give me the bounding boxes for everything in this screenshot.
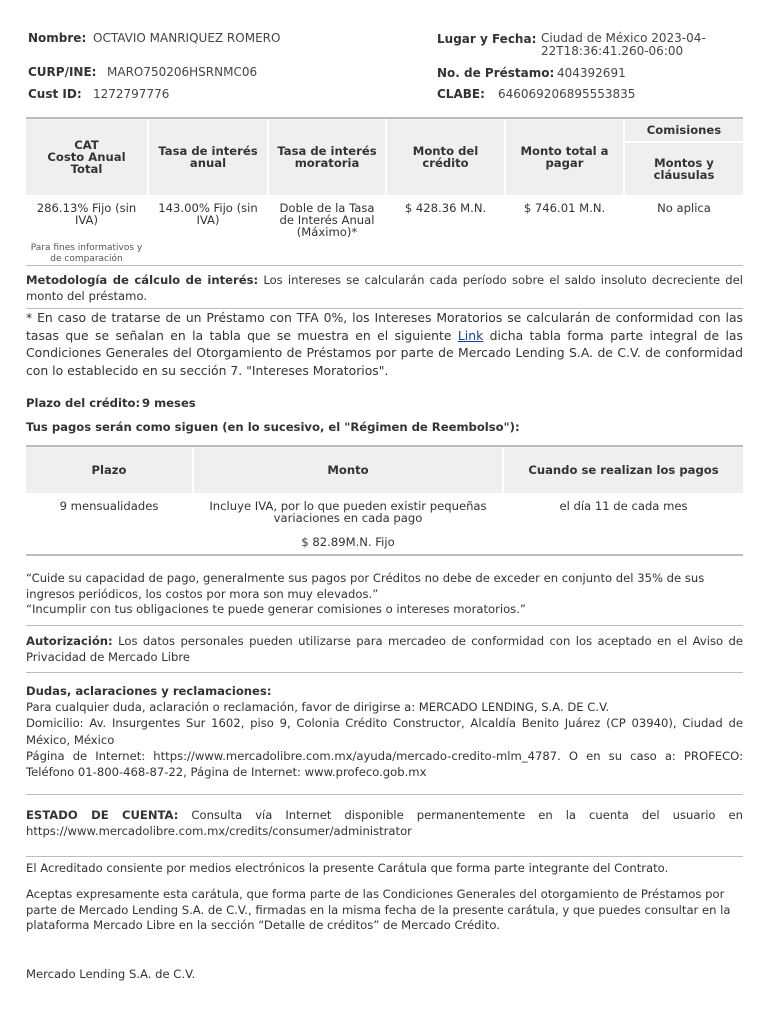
- rates-header-tasa: Tasa de interés anual: [149, 119, 267, 195]
- moratorios-text-end: dicha tabla forma parte integral de las Condiciones Generales del Otorgamiento de Préstamos por parte de Mercado Lending S.A. de C.V. de conformidad con lo establecido en su sección 7. "Intereses Moratorios".: [26, 327, 743, 378]
- metodologia-paragraph: [26, 273, 743, 304]
- divider: [26, 672, 743, 673]
- cuide-paragraph: “Cuide su capacidad de pago, generalmente sus pagos por Créditos no debe de exceder en conjunto del 35% de sus ingresos periódicos, los costos por mora son muy elevados.” “Incumplir con tus obligaciones te puede generar comisiones o intereses moratorios.”: [26, 571, 705, 616]
- rates-header-comisiones: Comisiones: [625, 119, 743, 141]
- plazo-value: 9 meses: [142, 396, 196, 410]
- schedule-header-cuando: Cuando se realizan los pagos: [504, 447, 743, 493]
- lugar-fecha-label: Lugar y Fecha:: [437, 32, 537, 46]
- divider: [26, 856, 743, 857]
- rates-cell-total: $ 746.01 M.N.: [523, 201, 606, 215]
- autorizacion-paragraph: [26, 634, 743, 665]
- dudas-section: [26, 683, 743, 780]
- dudas-contacto: Para cualquier duda, aclaración o reclamación, favor de dirigirse a: MERCADO LENDING, S.A. DE C.V.: [26, 700, 610, 715]
- curp-label: CURP/INE:: [28, 65, 97, 79]
- rates-header-moratoria: Tasa de interés moratoria: [269, 119, 385, 195]
- rates-header-total: Monto total a pagar: [506, 119, 623, 195]
- schedule-cell-cuando: el día 11 de cada mes: [559, 499, 688, 513]
- nombre-label: Nombre:: [28, 31, 87, 45]
- rates-header-montos-clausulas: Montos y cláusulas: [625, 143, 743, 195]
- schedule-cell-monto: Incluye IVA, por lo que pueden existir pequeñas variaciones en cada pago: [209, 499, 487, 525]
- divider: [26, 625, 743, 626]
- prestamo-label: No. de Préstamo:: [437, 66, 555, 80]
- divider: [26, 265, 743, 266]
- prestamo-value: 404392691: [557, 66, 626, 80]
- schedule-header-monto: Monto: [194, 447, 502, 493]
- metodologia-label: Metodología de cálculo de interés:: [26, 273, 259, 287]
- rates-cell-tasa: 143.00% Fijo (sin IVA): [158, 201, 258, 227]
- plazo-label: Plazo del crédito:: [26, 396, 141, 410]
- clabe-value: 646069206895553835: [498, 87, 636, 101]
- rates-cell-comisiones: No aplica: [657, 201, 711, 215]
- estado-cuenta-paragraph: [26, 808, 743, 839]
- autorizacion-label: Autorización:: [26, 634, 113, 648]
- schedule-cell-plazo: 9 mensualidades: [59, 499, 159, 513]
- estado-cuenta-text: Consulta vía Internet disponible permanentemente en la cuenta del usuario en https://www.mercadolibre.com.mx/credits/consumer/administrator: [26, 808, 744, 838]
- acreditado-paragraph: El Acreditado consiente por medios electrónicos la presente Carátula que forma parte integrante del Contrato.: [26, 861, 669, 875]
- rates-cell-cat: 286.13% Fijo (sin IVA): [36, 201, 137, 227]
- rates-header-cat: CAT Costo Anual Total: [26, 119, 147, 195]
- curp-value: MARO750206HSRNMC06: [107, 65, 258, 79]
- schedule-header-plazo: Plazo: [26, 447, 192, 493]
- rates-header-monto: Monto del crédito: [387, 119, 504, 195]
- moratorios-paragraph: [26, 309, 743, 379]
- aceptas-paragraph: Aceptas expresamente esta carátula, que forma parte de las Condiciones Generales del otorgamiento de Préstamos por parte de Mercado Lending S.A. de C.V., firmadas en la misma fecha de la presente carátula, y que puedes consultar en la plataforma Mercado Libre en la sección “Detalle de créditos” de Mercado Crédito.: [26, 887, 731, 932]
- dudas-internet: Página de Internet: https://www.mercadolibre.com.mx/ayuda/mercado-credito-mlm_4787. O en su caso a: PROFECO: Teléfono 01-800-468-87-22, Página de Internet: www.profeco.gob.mx: [26, 748, 743, 780]
- estado-cuenta-label: ESTADO DE CUENTA:: [26, 808, 179, 822]
- schedule-cell-monto-amount: $ 82.89M.N. Fijo: [301, 535, 395, 549]
- divider: [26, 794, 743, 795]
- autorizacion-text: Los datos personales pueden utilizarse para mercadeo de conformidad con los aceptado en el Aviso de Privacidad de Mercado Libre: [26, 634, 743, 664]
- lugar-fecha-value: Ciudad de México 2023-04- 22T18:36:41.260-06:00: [541, 31, 706, 58]
- cust-id-label: Cust ID:: [28, 87, 82, 101]
- metodologia-text: Los intereses se calcularán cada período sobre el saldo insoluto decreciente del monto del préstamo.: [26, 273, 744, 303]
- clabe-label: CLABE:: [437, 87, 485, 101]
- nombre-value: OCTAVIO MANRIQUEZ ROMERO: [93, 31, 281, 45]
- dudas-domicilio: Domicilio: Av. Insurgentes Sur 1602, piso 9, Colonia Crédito Constructor, Alcaldía Benito Juárez (CP 03940), Ciudad de México, México: [26, 716, 743, 747]
- firma-empresa: Mercado Lending S.A. de C.V.: [26, 967, 196, 981]
- schedule-table-bottom-rule: [26, 554, 743, 556]
- rates-note: Para fines informativos y de comparación: [30, 243, 143, 264]
- rates-cell-moratoria: Doble de la Tasa de Interés Anual (Máximo)*: [279, 201, 375, 239]
- dudas-title: Dudas, aclaraciones y reclamaciones:: [26, 684, 272, 698]
- rates-cell-monto: $ 428.36 M.N.: [404, 201, 487, 215]
- moratorios-link[interactable]: Link: [457, 327, 484, 343]
- moratorios-text-start: * En caso de tratarse de un Préstamo con TFA 0%, los Intereses Moratorios se calcularán de conformidad con las tasas que se señalan en la tabla que se muestra en el siguiente: [26, 310, 743, 343]
- cust-id-value: 1272797776: [93, 87, 170, 101]
- pagos-title: Tus pagos serán como siguen (en lo sucesivo, el "Régimen de Reembolso"):: [26, 420, 520, 434]
